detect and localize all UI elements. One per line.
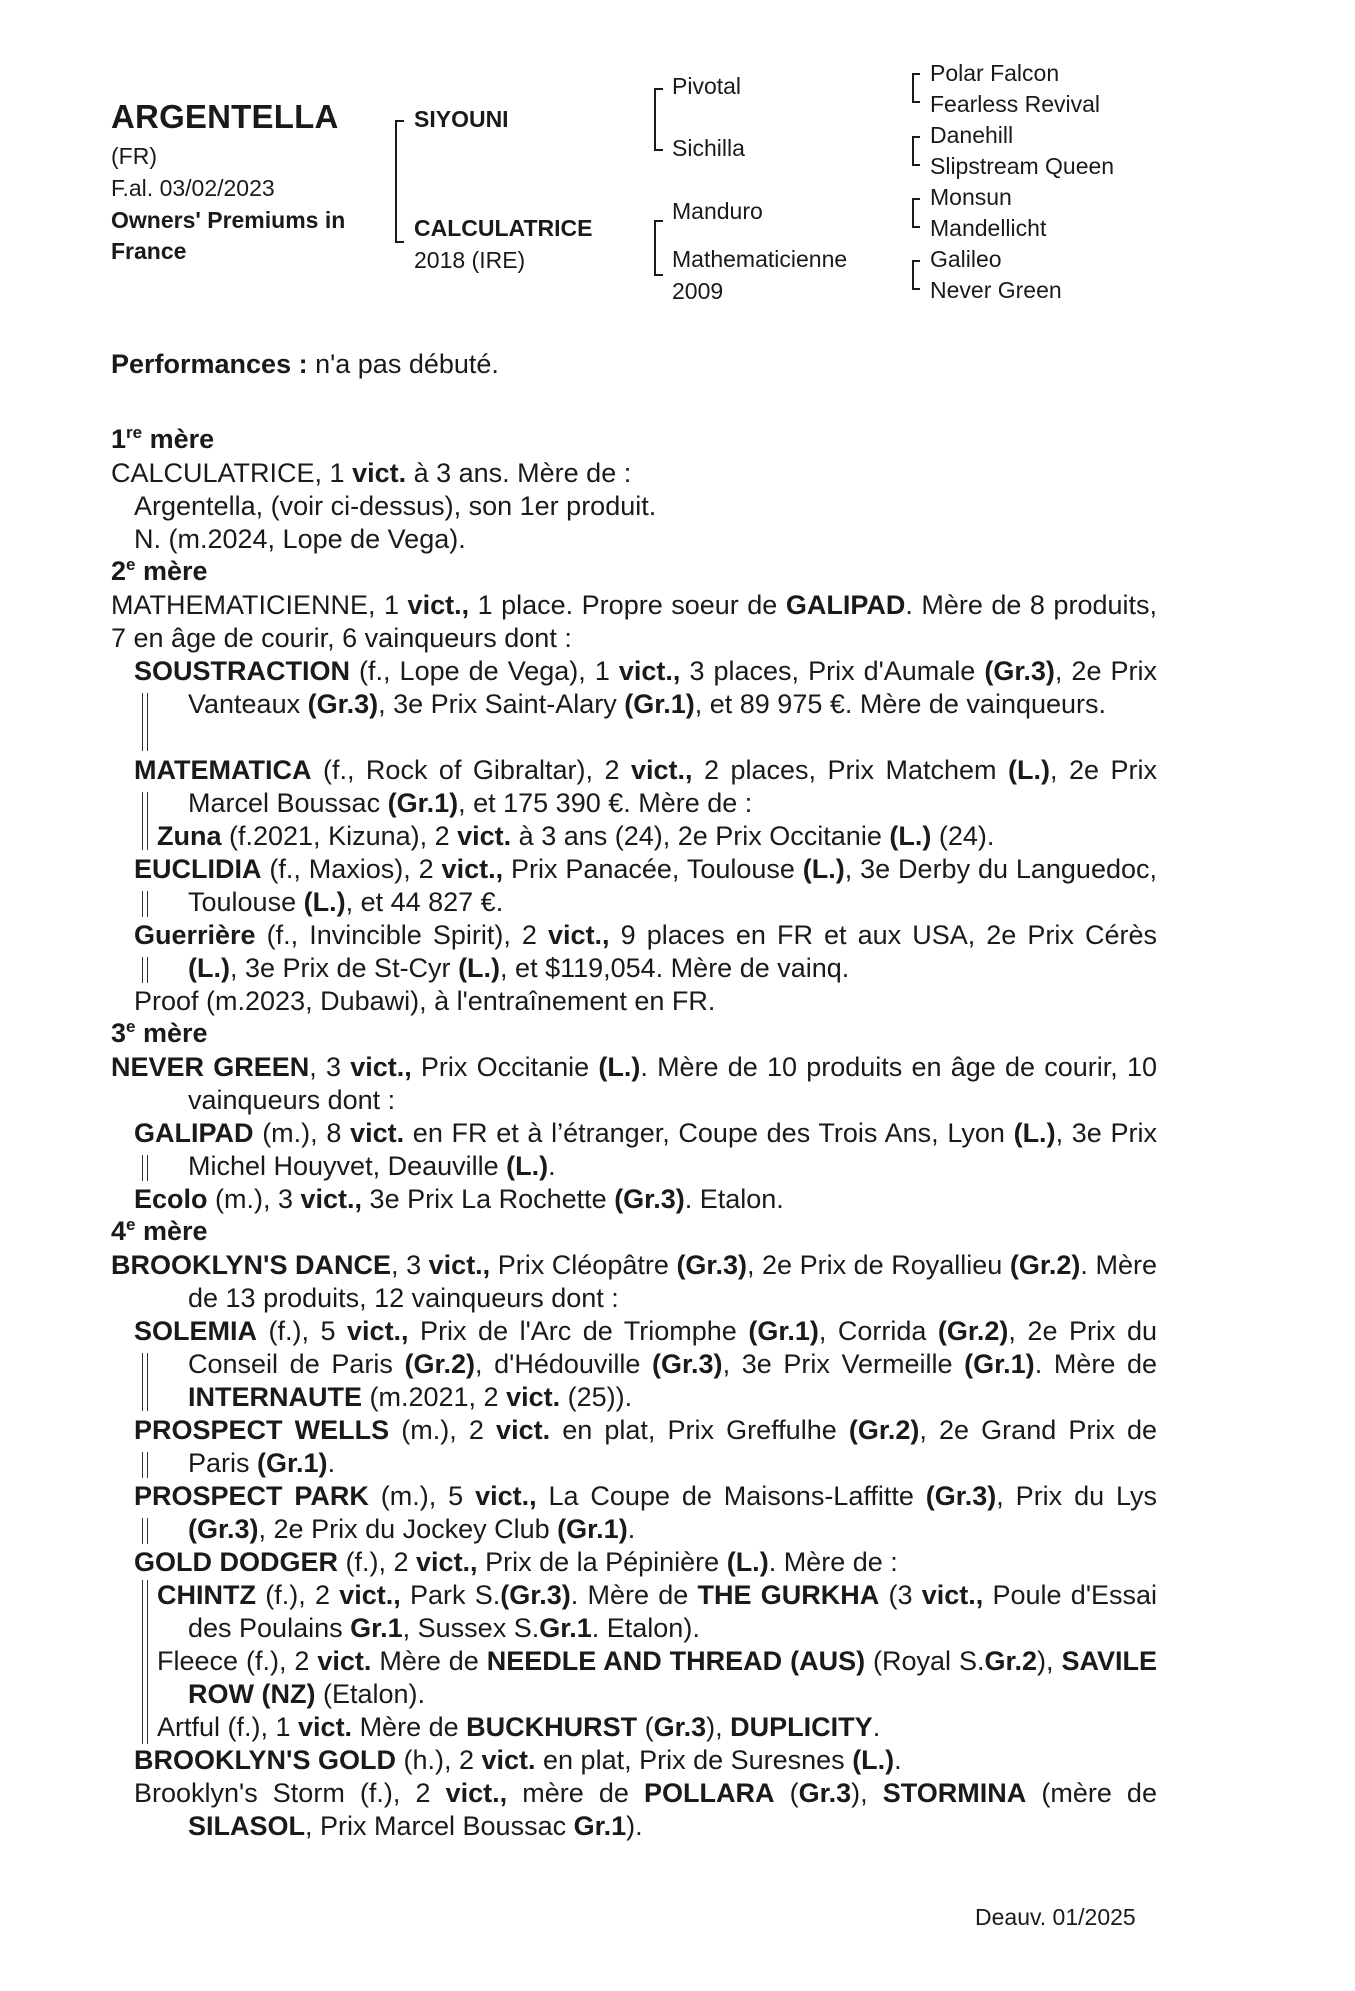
produce-line: N. (m.2024, Lope de Vega). (134, 524, 466, 554)
produce-entry: GALIPAD (m.), 8 vict. en FR et à l’étranger, Coupe des Trois Ans, Lyon (L.), 3e Prix Michel Houyvet, Deauville (L.). (134, 1118, 1157, 1181)
produce-sub-entry: Zuna (f.2021, Kizuna), 2 vict. à 3 ans (24), 2e Prix Occitanie (L.) (24). (157, 821, 995, 851)
produce-entry: GOLD DODGER (f.), 2 vict., Prix de la Pépinière (L.). Mère de : (134, 1547, 898, 1577)
produce-bar (142, 792, 148, 850)
produce-bar (142, 1580, 148, 1744)
produce-entry: SOUSTRACTION (f., Lope de Vega), 1 vict., 3 places, Prix d'Aumale (Gr.3), 2e Prix Vanteaux (Gr.3), 3e Prix Saint-Alary (Gr.1), et 89 975 €. Mère de vainqueurs. (134, 656, 1157, 719)
pedigree-g3: Danehill (930, 122, 1014, 148)
horse-name: ARGENTELLA (111, 98, 339, 135)
section-heading-2: 2e mère (111, 555, 208, 586)
horse-origin: (FR) (111, 143, 157, 169)
pedigree-dam: CALCULATRICE (414, 215, 593, 241)
pedigree-g2: Fearless Revival (930, 91, 1100, 117)
dam-summary: CALCULATRICE, 1 vict. à 3 ans. Mère de : (111, 458, 632, 488)
horse-birth: F.al. 03/02/2023 (111, 175, 275, 201)
catalogue-code: Deauv. 01/2025 (975, 1904, 1136, 1930)
produce-entry: SOLEMIA (f.), 5 vict., Prix de l'Arc de Triomphe (Gr.1), Corrida (Gr.2), 2e Prix du Conseil de Paris (Gr.2), d'Hédouville (Gr.3), 3e Prix Vermeille (Gr.1). Mère de INTERNAUTE (m.2021, 2 vict. (25)). (134, 1316, 1157, 1412)
pedigree-g1: Polar Falcon (930, 60, 1060, 86)
produce-bar (142, 693, 148, 751)
pedigree-dam-dam-year: 2009 (672, 278, 724, 304)
granddam-summary: MATHEMATICIENNE, 1 vict., 1 place. Propre soeur de GALIPAD. Mère de 8 produits, 7 en âge de courir, 6 vainqueurs dont : (111, 590, 1157, 653)
produce-entry: EUCLIDIA (f., Maxios), 2 vict., Prix Panacée, Toulouse (L.), 3e Derby du Languedoc, Toulouse (L.), et 44 827 €. (134, 854, 1157, 917)
section-heading-1: 1re mère (111, 423, 215, 454)
produce-bar (142, 1452, 148, 1478)
premium-line-2: France (111, 238, 187, 264)
produce-sub-entry: Artful (f.), 1 vict. Mère de BUCKHURST (Gr.3), DUPLICITY. (157, 1712, 881, 1742)
produce-bar (142, 1155, 148, 1181)
produce-entry: BROOKLYN'S GOLD (h.), 2 vict. en plat, Prix de Suresnes (L.). (134, 1745, 902, 1775)
pedigree-dam-dam: Mathematicienne (672, 246, 848, 272)
produce-sub-entry: CHINTZ (f.), 2 vict., Park S.(Gr.3). Mère de THE GURKHA (3 vict., Poule d'Essai des Poulains Gr.1, Sussex S.Gr.1. Etalon). (157, 1580, 1158, 1643)
produce-entry: Brooklyn's Storm (f.), 2 vict., mère de POLLARA (Gr.3), STORMINA (mère de SILASOL, Prix Marcel Boussac Gr.1). (134, 1778, 1157, 1841)
pedigree-sire-dam: Sichilla (672, 135, 745, 161)
section-heading-4: 4e mère (111, 1215, 208, 1246)
pedigree-g5: Monsun (930, 184, 1012, 210)
produce-bar (142, 1353, 148, 1411)
pedigree-sire-sire: Pivotal (672, 73, 742, 99)
produce-bar (142, 891, 148, 917)
produce-line: Proof (m.2023, Dubawi), à l'entraînement en FR. (134, 986, 716, 1016)
pedigree-g4: Slipstream Queen (930, 153, 1115, 179)
produce-sub-entry: Fleece (f.), 2 vict. Mère de NEEDLE AND THREAD (AUS) (Royal S.Gr.2), SAVILE ROW (NZ) (Etalon). (157, 1646, 1157, 1709)
pedigree-g6: Mandellicht (930, 215, 1047, 241)
produce-bar (142, 957, 148, 983)
produce-entry: Ecolo (m.), 3 vict., 3e Prix La Rochette (Gr.3). Etalon. (134, 1184, 784, 1214)
produce-line: Argentella, (voir ci-dessus), son 1er produit. (134, 491, 657, 521)
section-heading-3: 3e mère (111, 1017, 208, 1048)
premium-line-1: Owners' Premiums in (111, 207, 346, 233)
produce-entry: Guerrière (f., Invincible Spirit), 2 vict., 9 places en FR et aux USA, 2e Prix Cérès (L.), 3e Prix de St-Cyr (L.), et $119,054. Mère de vainq. (134, 920, 1157, 983)
produce-entry: PROSPECT WELLS (m.), 2 vict. en plat, Prix Greffulhe (Gr.2), 2e Grand Prix de Paris (Gr.1). (134, 1415, 1158, 1478)
pedigree-g8: Never Green (930, 277, 1062, 303)
pedigree-sire: SIYOUNI (414, 106, 509, 132)
produce-entry: PROSPECT PARK (m.), 5 vict., La Coupe de Maisons-Laffitte (Gr.3), Prix du Lys (Gr.3), 2e Prix du Jockey Club (Gr.1). (134, 1481, 1158, 1544)
produce-bar (142, 1518, 148, 1544)
pedigree-g7: Galileo (930, 246, 1002, 272)
produce-entry: MATEMATICA (f., Rock of Gibraltar), 2 vict., 2 places, Prix Matchem (L.), 2e Prix Marcel Boussac (Gr.1), et 175 390 €. Mère de : (134, 755, 1158, 818)
performances: Performances : n'a pas débuté. (111, 349, 499, 379)
third-dam-summary: NEVER GREEN, 3 vict., Prix Occitanie (L.). Mère de 10 produits en âge de courir, 10 vainqueurs dont : (111, 1052, 1157, 1115)
fourth-dam-summary: BROOKLYN'S DANCE, 3 vict., Prix Cléopâtre (Gr.3), 2e Prix de Royallieu (Gr.2). Mère de 13 produits, 12 vainqueurs dont : (111, 1250, 1157, 1313)
pedigree-dam-year: 2018 (IRE) (414, 247, 526, 273)
pedigree-dam-sire: Manduro (672, 198, 763, 224)
